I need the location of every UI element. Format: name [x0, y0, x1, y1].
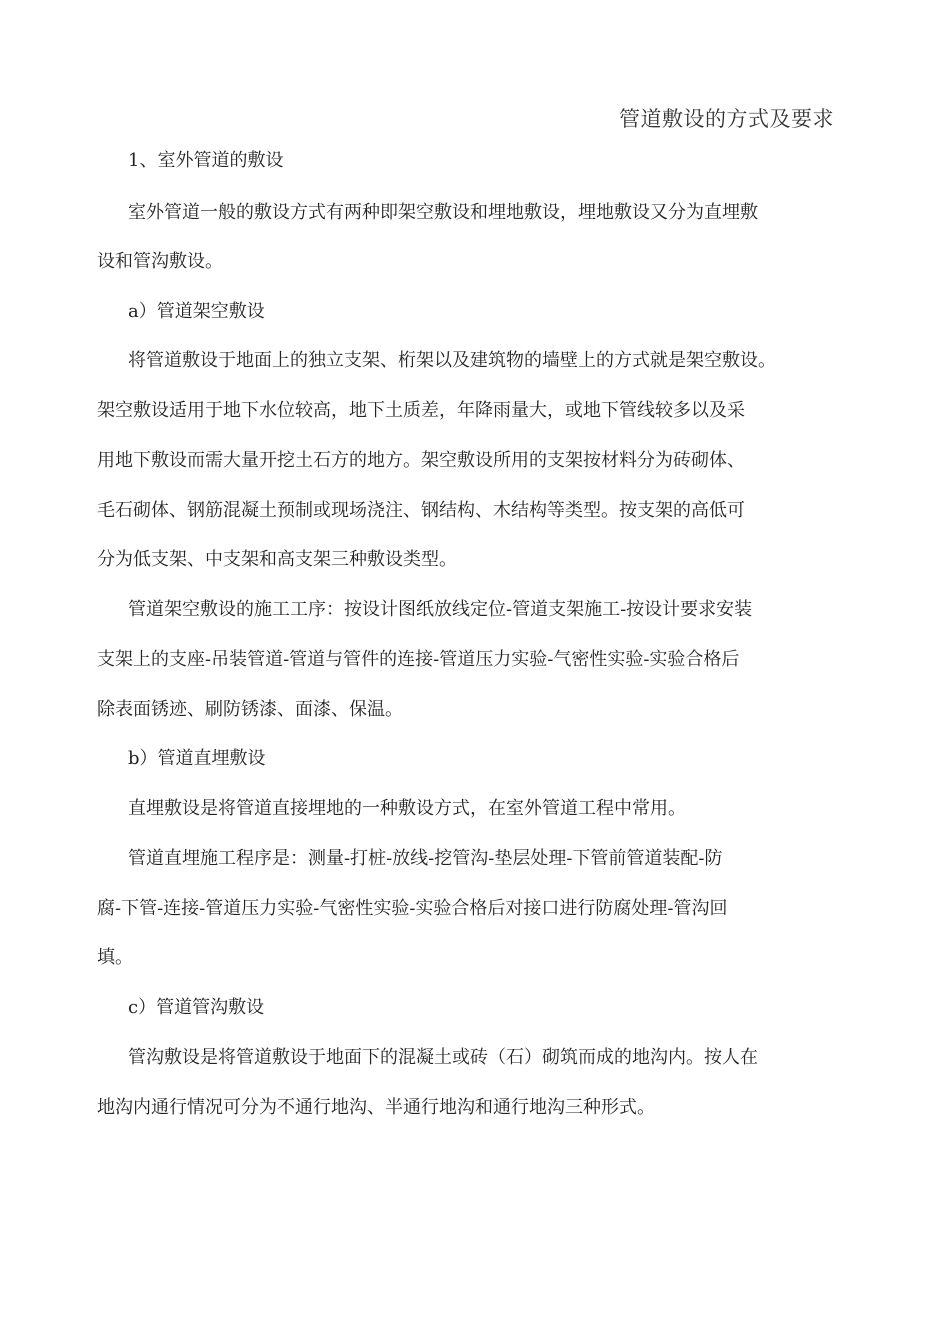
- paragraph-line: 腐-下管-连接-管道压力实验-气密性实验-实验合格后对接口进行防腐处理-管沟回: [97, 898, 728, 919]
- paragraph-line: 设和管沟敷设。: [97, 251, 223, 272]
- paragraph-line: 架空敷设适用于地下水位较高，地下土质差，年降雨量大，或地下管线较多以及采: [97, 400, 745, 421]
- paragraph-line: 分为低支架、中支架和高支架三种敷设类型。: [97, 549, 457, 570]
- paragraph-line: 用地下敷设而需大量开挖土石方的地方。架空敷设所用的支架按材料分为砖砌体、: [97, 450, 745, 471]
- paragraph-line: 填。: [97, 947, 133, 968]
- paragraph-line: 毛石砌体、钢筋混凝土预制或现场浇注、钢结构、木结构等类型。按支架的高低可: [97, 500, 745, 521]
- paragraph-line: 除表面锈迹、刷防锈漆、面漆、保温。: [97, 699, 403, 720]
- paragraph-line: 管道架空敷设的施工工序：按设计图纸放线定位-管道支架施工-按设计要求安装: [128, 599, 753, 620]
- document-title: 管道敷设的方式及要求: [619, 107, 834, 131]
- paragraph-line: 将管道敷设于地面上的独立支架、桁架以及建筑物的墙壁上的方式就是架空敷设。: [128, 350, 776, 371]
- paragraph-line: 直埋敷设是将管道直接埋地的一种敷设方式，在室外管道工程中常用。: [128, 798, 686, 819]
- section-heading-outdoor-pipes: 1、室外管道的敷设: [128, 150, 284, 171]
- subsection-heading-direct-burial: b）管道直埋敷设: [128, 748, 266, 769]
- subsection-heading-overhead: a）管道架空敷设: [128, 301, 265, 322]
- subsection-heading-trench: c）管道管沟敷设: [128, 997, 265, 1018]
- paragraph-line: 室外管道一般的敷设方式有两种即架空敷设和埋地敷设，埋地敷设又分为直埋敷: [128, 202, 758, 223]
- paragraph-line: 管道直埋施工程序是：测量-打桩-放线-挖管沟-垫层处理-下管前管道装配-防: [128, 848, 723, 869]
- paragraph-line: 地沟内通行情况可分为不通行地沟、半通行地沟和通行地沟三种形式。: [97, 1097, 655, 1118]
- paragraph-line: 支架上的支座-吊装管道-管道与管件的连接-管道压力实验-气密性实验-实验合格后: [97, 649, 740, 670]
- paragraph-line: 管沟敷设是将管道敷设于地面下的混凝土或砖（石）砌筑而成的地沟内。按人在: [128, 1047, 758, 1068]
